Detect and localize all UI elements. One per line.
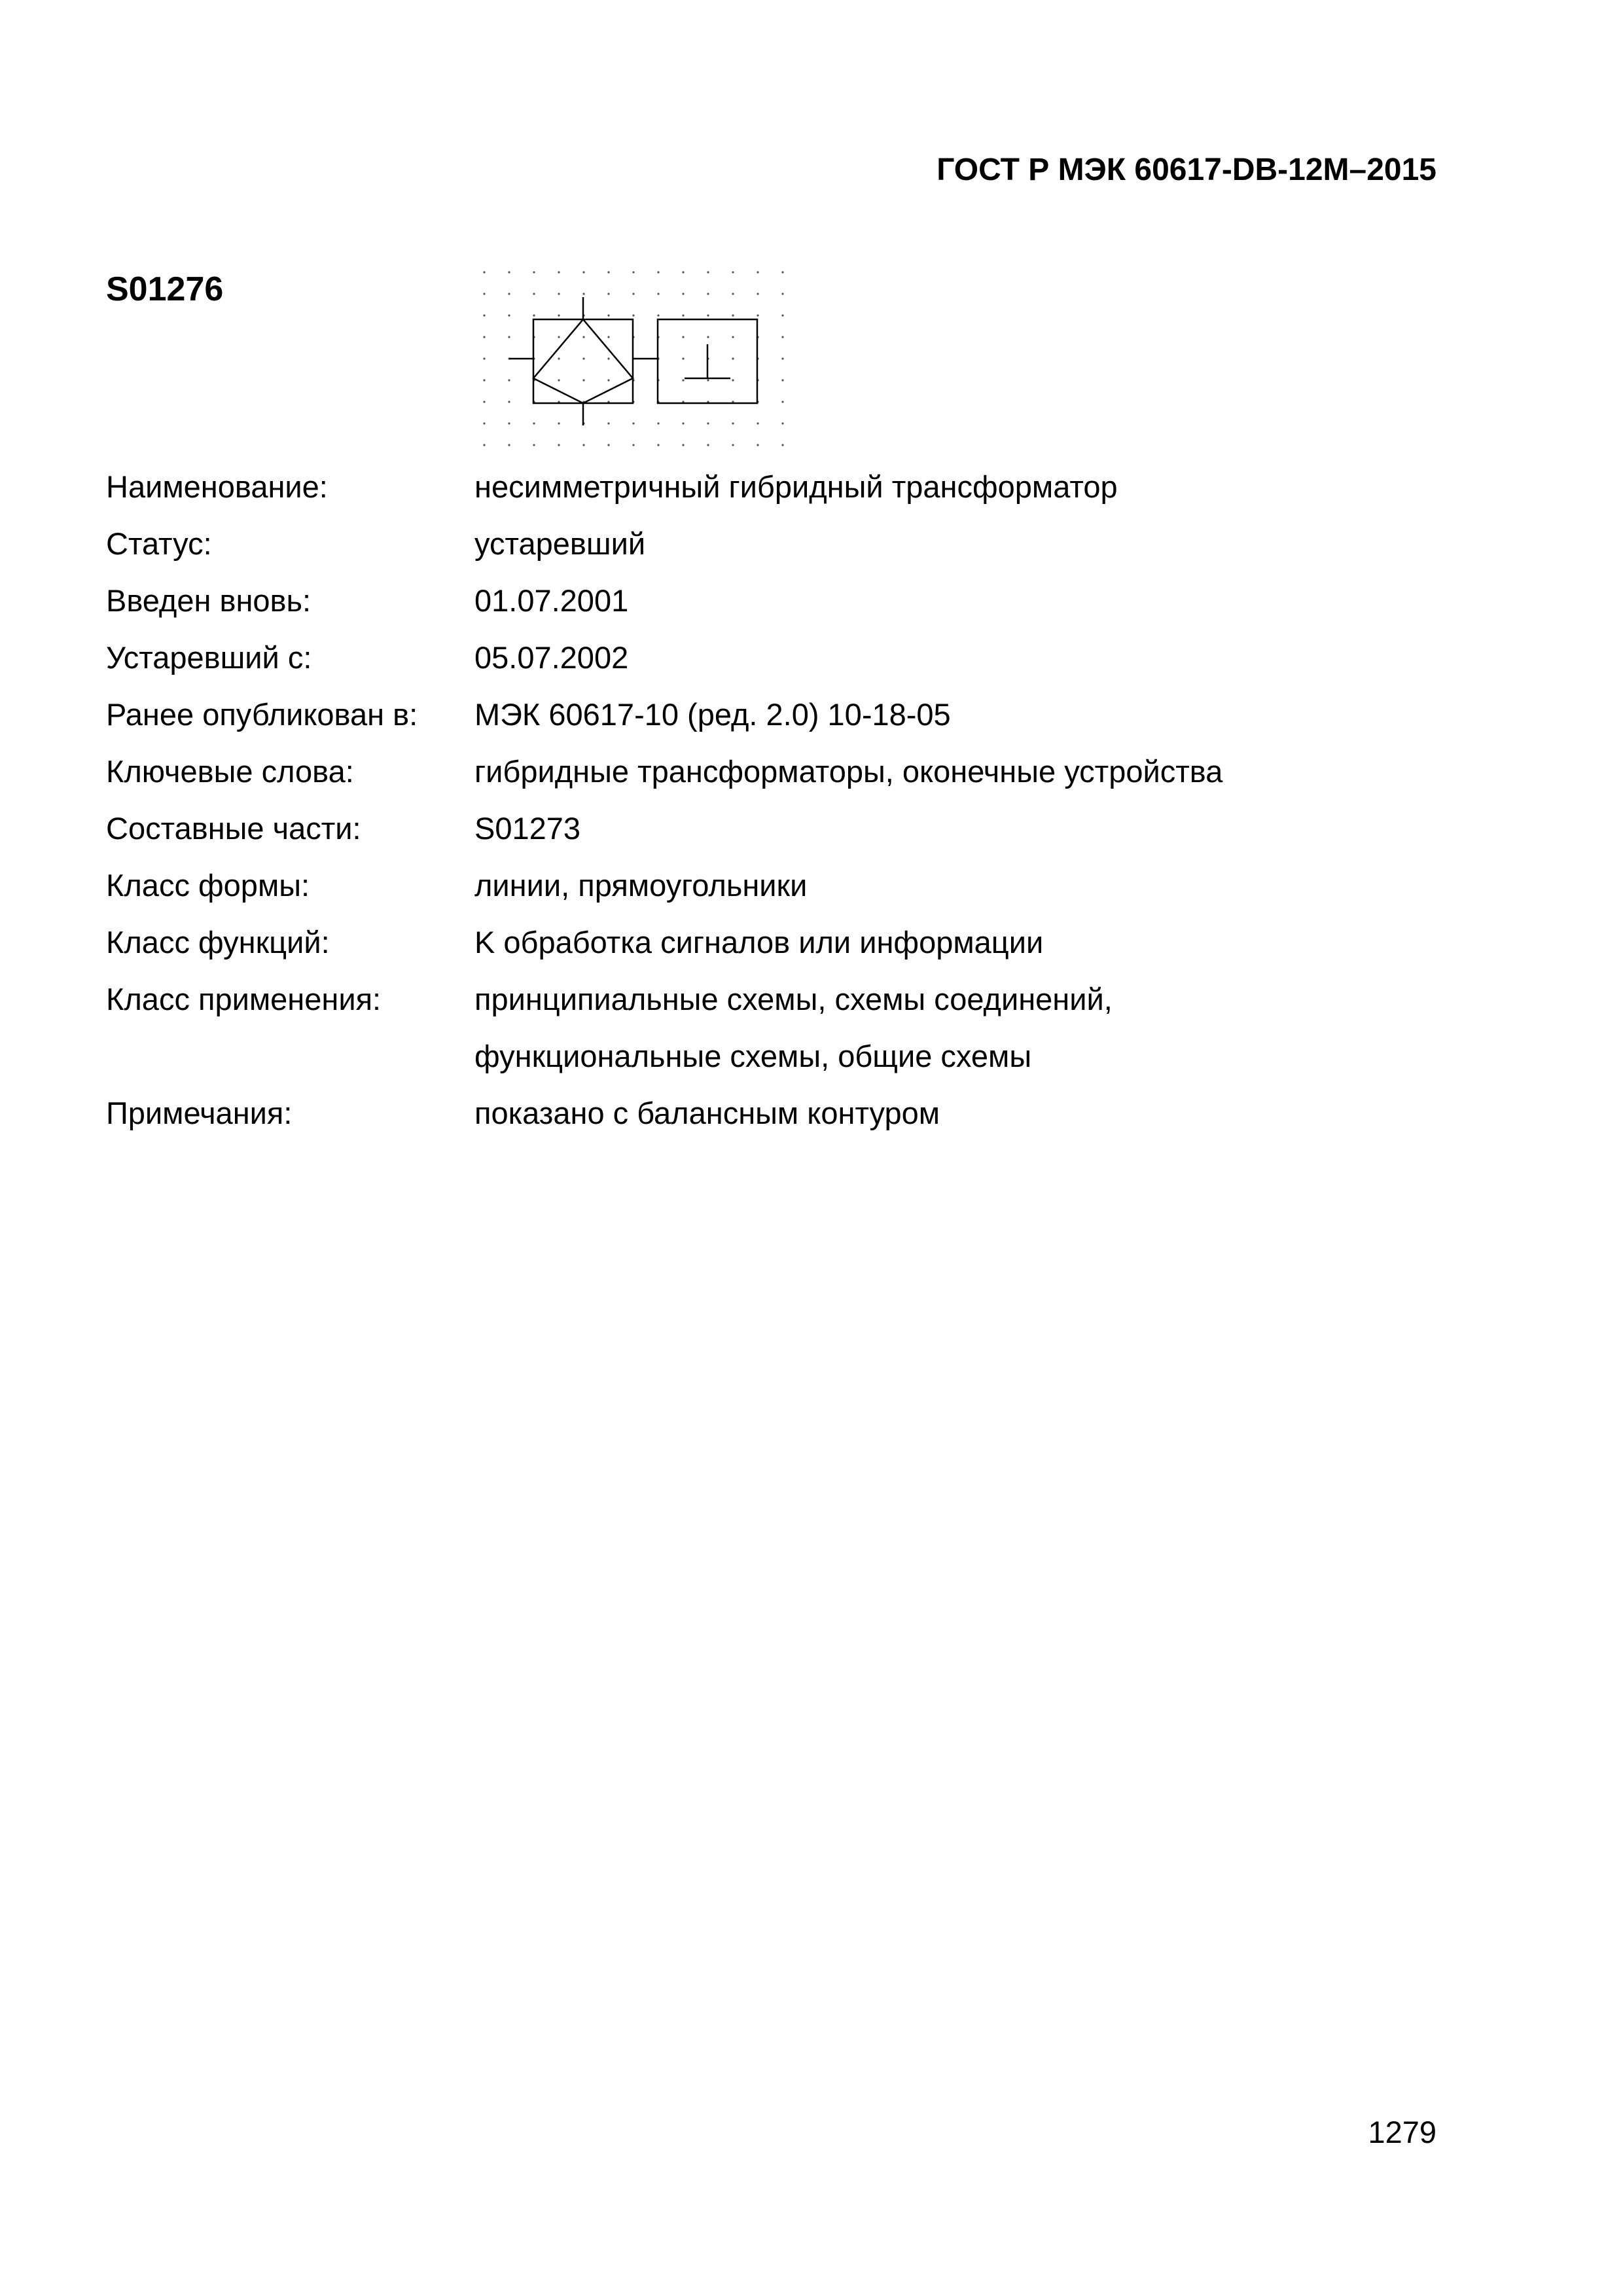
document-header: ГОСТ Р МЭК 60617-DB-12M–2015 — [936, 152, 1436, 187]
grid-dot — [732, 422, 734, 424]
grid-dot — [607, 271, 609, 273]
property-value: линии, прямоугольники — [474, 868, 808, 903]
property-label: Введен вновь: — [106, 583, 312, 618]
grid-dot — [558, 422, 560, 424]
properties-list — [106, 458, 1222, 1141]
property-value: несимметричный гибридный трансформатор — [474, 469, 1118, 504]
grid-dot — [508, 293, 510, 295]
grid-dot — [781, 314, 783, 316]
grid-dot — [632, 314, 634, 316]
grid-dot — [707, 293, 709, 295]
grid-dot — [558, 314, 560, 316]
grid-dot — [682, 314, 684, 316]
grid-dot — [508, 444, 510, 446]
grid-dot — [781, 357, 783, 359]
grid-dot — [632, 422, 634, 424]
property-label: Ключевые слова: — [106, 754, 354, 789]
property-label: Класс применения: — [106, 982, 382, 1016]
grid-dot — [483, 314, 485, 316]
grid-dot — [533, 444, 535, 446]
grid-dot — [508, 401, 510, 403]
grid-dot — [682, 271, 684, 273]
grid-dot — [582, 293, 584, 295]
grid-dot — [607, 444, 609, 446]
property-label: Статус: — [106, 526, 212, 561]
grid-dot — [558, 293, 560, 295]
property-value: МЭК 60617-10 (ред. 2.0) 10-18-05 — [474, 697, 951, 732]
grid-dot — [707, 422, 709, 424]
grid-dot — [732, 271, 734, 273]
grid-dot — [607, 357, 609, 359]
property-row — [106, 1028, 1222, 1085]
property-value: K обработка сигналов или информации — [474, 925, 1044, 960]
property-label: Класс функций: — [106, 925, 330, 960]
grid-dot — [781, 379, 783, 381]
grid-dot — [582, 271, 584, 273]
grid-dot — [732, 357, 734, 359]
property-row — [106, 971, 1222, 1028]
grid-dot — [582, 444, 584, 446]
property-row — [106, 743, 1222, 800]
grid-dot — [533, 271, 535, 273]
grid-dot — [483, 271, 485, 273]
property-label: Примечания: — [106, 1096, 293, 1130]
property-label: Ранее опубликован в: — [106, 697, 418, 732]
grid-dot — [682, 379, 684, 381]
grid-dot — [781, 271, 783, 273]
grid-dot — [707, 271, 709, 273]
grid-dot — [607, 336, 609, 338]
grid-dot — [607, 379, 609, 381]
property-value: гибридные трансформаторы, оконечные устройства — [474, 754, 1223, 789]
property-label: Устаревший с: — [106, 640, 312, 675]
grid-dot — [508, 271, 510, 273]
grid-dot — [607, 314, 609, 316]
grid-dot — [607, 293, 609, 295]
grid-dot — [558, 379, 560, 381]
property-label — [106, 1028, 474, 1085]
grid-dot — [533, 422, 535, 424]
grid-dot — [483, 336, 485, 338]
property-row — [106, 686, 1222, 743]
grid-dot — [558, 271, 560, 273]
page-number: 1279 — [1368, 2115, 1436, 2149]
symbol-code: S01276 — [106, 270, 224, 308]
grid-dot — [582, 336, 584, 338]
grid-dot — [483, 422, 485, 424]
property-value: устаревший — [474, 526, 646, 561]
grid-dot — [732, 379, 734, 381]
grid-dot — [707, 444, 709, 446]
grid-dot — [483, 444, 485, 446]
property-value: принципиальные схемы, схемы соединений, — [474, 982, 1113, 1016]
grid-dot — [657, 293, 659, 295]
grid-dot — [707, 379, 709, 381]
hybrid-transformer-symbol-icon — [471, 267, 798, 450]
grid-dot — [781, 336, 783, 338]
grid-dot — [508, 336, 510, 338]
grid-dot — [682, 444, 684, 446]
grid-dot — [757, 314, 758, 316]
grid-dot — [781, 422, 783, 424]
grid-dot — [533, 314, 535, 316]
grid-dot — [707, 314, 709, 316]
grid-dot — [657, 271, 659, 273]
grid-dot — [732, 293, 734, 295]
property-value: 05.07.2002 — [474, 640, 629, 675]
grid-dot — [657, 444, 659, 446]
property-row — [106, 800, 1222, 857]
grid-dot — [483, 293, 485, 295]
grid-dot — [781, 401, 783, 403]
grid-dot — [757, 444, 758, 446]
property-row — [106, 458, 1222, 515]
grid-dot — [483, 401, 485, 403]
grid-dot — [632, 444, 634, 446]
grid-dot — [558, 336, 560, 338]
property-value: 01.07.2001 — [474, 583, 629, 618]
grid-dot — [483, 379, 485, 381]
grid-dot — [483, 357, 485, 359]
grid-dot — [707, 336, 709, 338]
grid-dot — [508, 314, 510, 316]
balance-network-box — [658, 319, 757, 403]
grid-dot — [632, 271, 634, 273]
grid-dot — [757, 293, 758, 295]
grid-dot — [558, 357, 560, 359]
property-row — [106, 572, 1222, 629]
grid-dot — [732, 314, 734, 316]
property-row — [106, 1085, 1222, 1141]
property-value: S01273 — [474, 811, 581, 846]
grid-dot — [533, 293, 535, 295]
grid-dot — [732, 336, 734, 338]
grid-dot — [682, 422, 684, 424]
grid-dot — [582, 357, 584, 359]
grid-dot — [682, 336, 684, 338]
grid-dot — [508, 379, 510, 381]
grid-dot — [757, 271, 758, 273]
property-row — [106, 629, 1222, 686]
grid-dot — [607, 422, 609, 424]
grid-dot — [781, 293, 783, 295]
property-label: Наименование: — [106, 469, 328, 504]
grid-dot — [757, 422, 758, 424]
property-value: функциональные схемы, общие схемы — [474, 1039, 1032, 1073]
grid-dot — [682, 357, 684, 359]
grid-dot — [657, 314, 659, 316]
grid-dot — [657, 422, 659, 424]
grid-dot — [508, 422, 510, 424]
property-row — [106, 857, 1222, 914]
property-value: показано с балансным контуром — [474, 1096, 940, 1130]
property-row — [106, 914, 1222, 971]
grid-dot — [682, 293, 684, 295]
property-row — [106, 515, 1222, 572]
transformer-box — [509, 297, 658, 425]
property-label: Составные части: — [106, 811, 361, 846]
grid-dot — [781, 444, 783, 446]
property-label: Класс формы: — [106, 868, 310, 903]
grid-dot — [582, 379, 584, 381]
grid-dot — [632, 293, 634, 295]
grid-dot — [558, 444, 560, 446]
grid-dot — [732, 444, 734, 446]
